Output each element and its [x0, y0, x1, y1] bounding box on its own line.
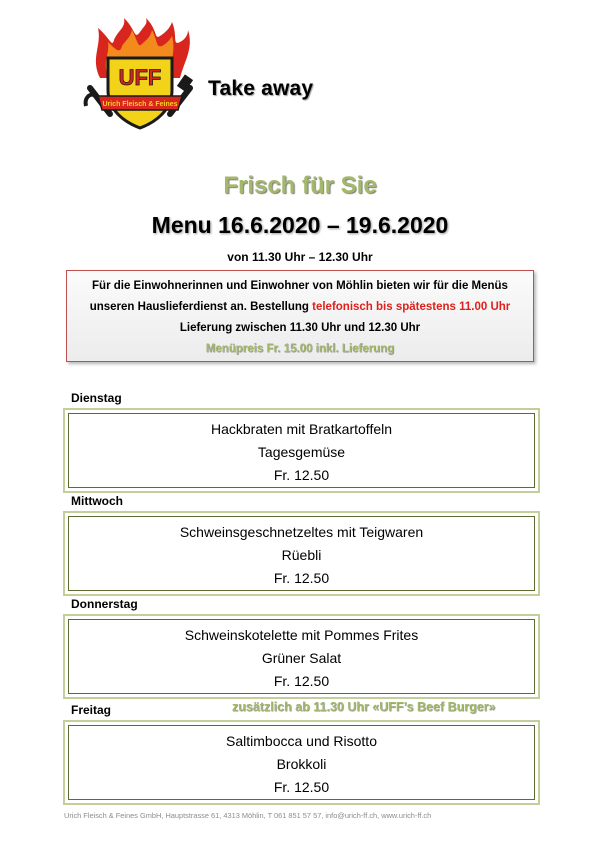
dish-side: Rüebli: [281, 547, 322, 563]
delivery-notice: [66, 270, 534, 362]
notice-order-text: unseren Hauslieferdienst an. Bestellung: [89, 301, 313, 313]
menu-box-dienstag: [63, 408, 540, 493]
dish-name: Schweinsgeschnetzeltes mit Teigwaren: [179, 524, 424, 540]
footer-contact: Urich Fleisch & Feines GmbH, Hauptstrasse 61, 4313 Möhlin, T 061 851 57 57, info@urich-ff.ch, www.urich-ff.ch: [64, 811, 432, 820]
menu-title: Menu 16.6.2020 – 19.6.2020: [151, 212, 449, 238]
menu-box-freitag: [63, 720, 540, 805]
uff-logo: [80, 18, 200, 133]
dish-price: Fr. 12.50: [273, 467, 330, 483]
dish-side: Tagesgemüse: [257, 444, 346, 460]
tagline: Frisch für Sie: [223, 172, 377, 199]
dish-side: Grüner Salat: [261, 650, 342, 666]
opening-hours: von 11.30 Uhr – 12.30 Uhr: [227, 250, 373, 264]
take-away-title: Take away: [208, 77, 314, 100]
notice-price: Menüpreis Fr. 15.00 inkl. Lieferung: [205, 343, 395, 355]
notice-line-2: [67, 297, 533, 318]
dish-name: Saltimbocca und Risotto: [226, 733, 377, 749]
logo-brand: UFF: [118, 65, 162, 90]
menu-box-mittwoch: [63, 511, 540, 596]
dish-side: Brokkoli: [276, 756, 327, 772]
menu-box-donnerstag: [63, 614, 540, 699]
logo-banner: Urich Fleisch & Feines: [102, 101, 178, 108]
notice-line-1: Für die Einwohnerinnen und Einwohner von Möhlin bieten wir für die Menüs: [92, 280, 508, 292]
dish-price: Fr. 12.50: [273, 570, 330, 586]
day-label-freitag: Freitag: [71, 703, 112, 717]
dish-price: Fr. 12.50: [273, 673, 330, 689]
day-label-dienstag: Dienstag: [71, 391, 122, 405]
notice-order-deadline: telefonisch bis spätestens 11.00 Uhr: [312, 301, 511, 313]
day-label-donnerstag: Donnerstag: [71, 597, 138, 611]
dish-name: Schweinskotelette mit Pommes Frites: [184, 627, 419, 643]
dish-price: Fr. 12.50: [273, 779, 330, 795]
friday-burger-note: zusätzlich ab 11.30 Uhr «UFF’s Beef Burger»: [232, 700, 496, 714]
day-label-mittwoch: Mittwoch: [71, 494, 123, 508]
dish-name: Hackbraten mit Bratkartoffeln: [210, 421, 393, 437]
notice-line-3: Lieferung zwischen 11.30 Uhr und 12.30 Uhr: [179, 322, 421, 334]
